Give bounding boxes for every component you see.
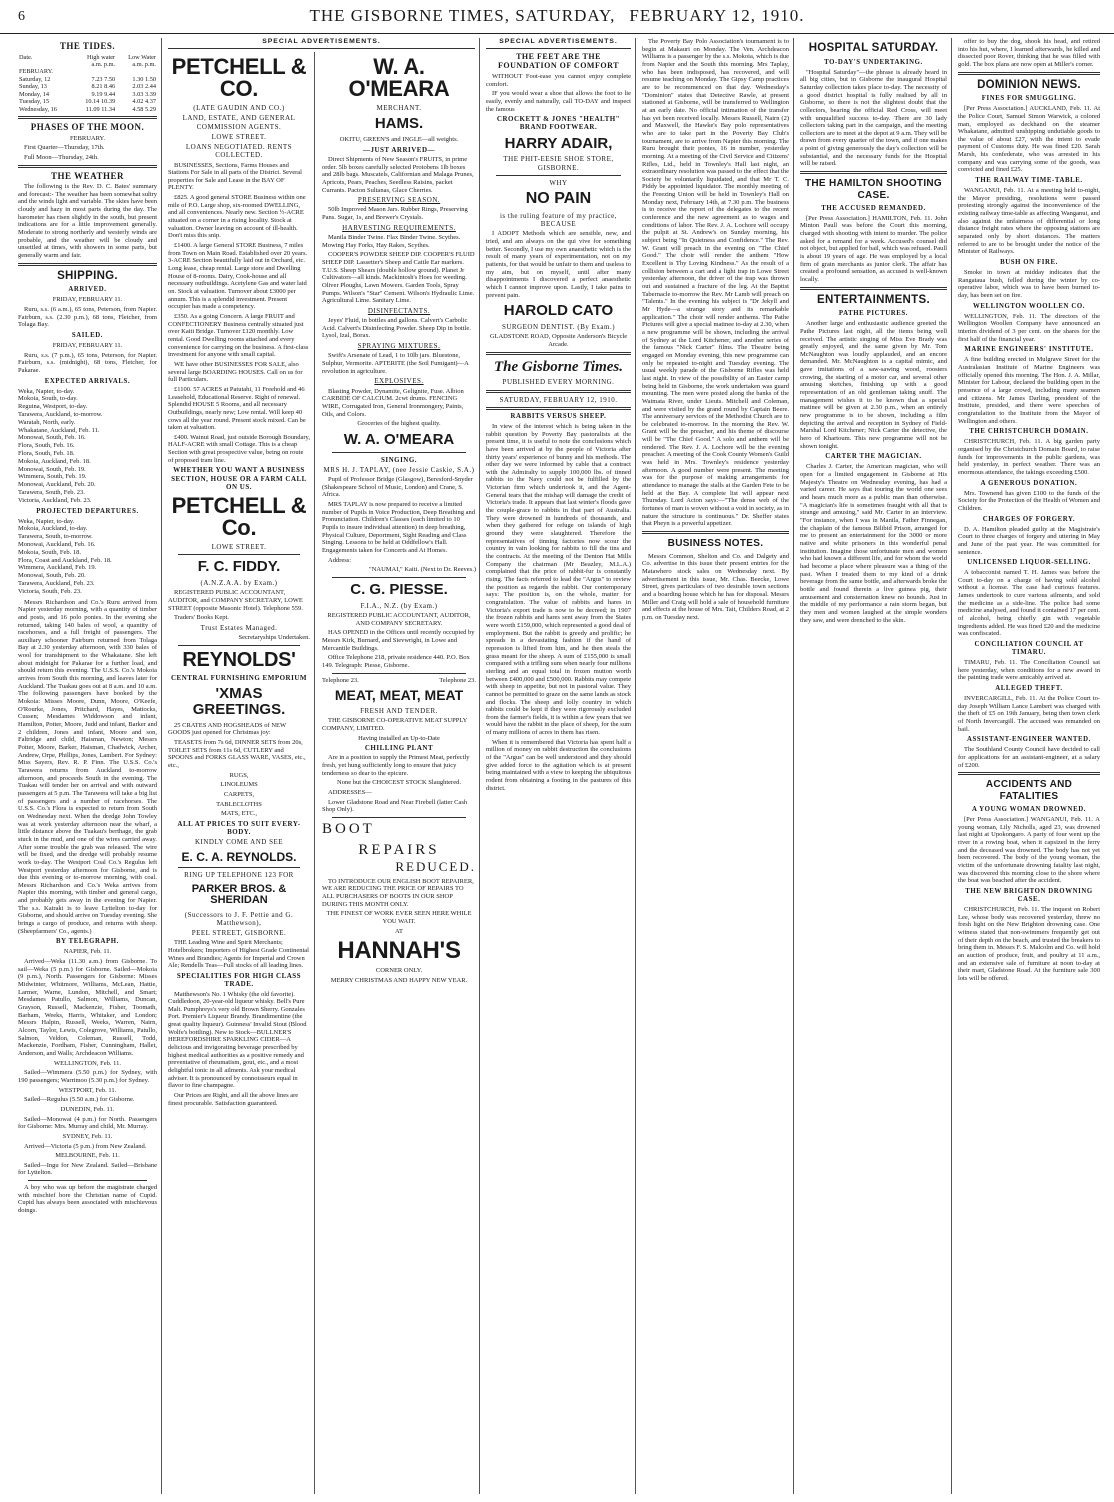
- ad-text: Office Telephone 218, private residence 440. P.O. Box 149. Telegraph: Piesse, Gisborne.: [322, 654, 470, 669]
- dominion-news-heading: DOMINION NEWS.: [977, 78, 1081, 91]
- list-item: Flora, South, Feb. 16.: [18, 442, 75, 450]
- list-item: Reguina, Westport, to-day.: [18, 403, 88, 411]
- shipping-heading: SHIPPING.: [57, 269, 118, 282]
- ad-text: HAS OPENED in the Offices until recently occupied by Messrs Kirk, Burnard, and Sievwright, in Lowe and Mercantile Buildings.: [322, 629, 475, 652]
- dateline: WELLINGTON, Feb. 11.: [54, 1059, 121, 1067]
- dateline: WESTPORT, Feb. 11.: [58, 1086, 117, 1094]
- list-item: Victoria, Auckland, Feb. 23.: [18, 496, 92, 504]
- article-text: [Per Press Association.] AUCKLAND, Feb. 11. At the Police Court, Samuel Simon Warwick, a colored man, employed as deckhand on the steamer Whakatane, admitted unshipping undutiable goods to the value of about £27, with the intent to evade payment of Customs duty. He was fined £20. Sarah Marsh, his confederate, who was arrested in his company and was carrying some of the goods, was convicted and fined £25.: [958, 105, 1100, 174]
- petchell-address-2: LOWE STREET.: [211, 543, 267, 552]
- ad-text: Address:: [328, 556, 352, 564]
- list-item: CARPETS,: [223, 790, 255, 798]
- news-subhead: BUSH ON FIRE.: [1000, 259, 1058, 267]
- article-text: Charles J. Carter, the American magician, who will open for a limited engagement in Gisborne at His Majesty's Theatre on Wednesday evening, has had a varied career. He says that touring the world one sees and hears much more as a public man than otherwise. "A magician's life is sometimes fraught with all that is strange and amusing," said Mr. Carter in an interview. "For instance, when I was in Manila, Father Finnegan, the chaplain of the famous Bilibid Prison, arranged for me to present an entertainment for the 3000 or more native and white prisoners in this wonderful penal institution. Imagine those unfortunate men and women who had known a different life, and for whom the world had become a place where pleasure was a thing of the past. When I treated them to my kind of a drink beverage from the same bottle, and afterwards broke the bottle and found therein a live guinea pig, their amusement and consternation knew no bounds. Just in the middle of my performance a rain storm began, but they men and women laughed at the simple wonders they saw, and were drenched to the skin.: [800, 463, 947, 624]
- ad-subhead: EXPLOSIVES.: [374, 377, 424, 386]
- ad-text: SURGEON DENTIST. (By Exam.): [501, 323, 616, 332]
- ad-text: Swift's Arsenate of Lead, 1 to 10lb jars. Bluestone, Sulphur, Vermorite. APTERITE (the Soil Fumigant)—A revolution in agriculture.: [322, 352, 469, 375]
- article-text: The Poverty Bay Polo Association's tournament is to begin at Makauri on Monday. The Ven. Archdeacon Williams is a passenger by the s.s. Mokoia, which is due from Napier and the South this morning. Mrs Taplay, who has been indisposed, has recovered, and will resume teaching on Monday. The Gipsy Camp practices are to be recommenced on that day. Wednesday's "Dominion" states that Detective Rawle, at present stationed at Gisborne, will be transferred to Wellington at an early date. No official intimation of the transfer has yet been received locally. Messrs Russell, Nairn (2) and Maxwell, the Hawke's Bay polo representatives who are to take part in the Poverty Bay Club's tournament, are to arrive from Napier this morning. The Ruru brought their ponies, 16 in number, yesterday morning. At a meeting of the Civil Service and Citizens' Rifles, Ltd., held in Townley's Hall last night, an extraordinary resolution was passed to the effect that the Society be voluntarily liquidated, and that Mr T. C. Piddy be appointed liquidator. The monthly meeting of the Freezing Union will be held in Townley's Hall on Monday next, February 14th, at 7.30 p.m. The business is to receive the report of the delegates to the recent conference and the new agreement as to wages and conditions of labor. The Rev. J. A. Lochore will occupy the pulpit at St. Andrew's on Sunday morning, his subject being "In Quietness and Confidence." The Rev. W. Grant will preach in the evening on "The Chief Good." The choir will render the anthem "How Excellent is Thy Loving Kindness." As the result of a collision between a cart and a light trap in Lowe Street yesterday afternoon, the driver of the trap was thrown out and sustained a fracture of the leg. At the Baptist Tabernacle to-morrow the Rev. Mr Lamb will preach on "Talents." In the evening his subject is "Dr Jekyll and Mr Hyde—a strange story and its remarkable application." The choir will render anthems. The Pathe Pictures will give a special matinee to-day at 2.30, when a new programme will be shown, including the arrival of Sydney at the Lord Kitchener, and another series of the famous "Nick Carter" films. The Theatre being engaged on Monday evening, this new programme can only be repeated to-night and Tuesday evening. The usual weekly parade of the Gisborne Rifles was held last night. In view of the possibility of an Easter camp being held in Gisborne, the work undertaken was guard mounting. The men were posted along the banks of the Waimata River, under Lieuts. Mitchell and Coleman, and were visited by the grand round by Captain Beere. The anniversary services of the Methodist Church are to be celebrated to-morrow. In the morning the Rev. W. Grant will be the preacher, and his theme of discourse will be "The Chief Good." A solo and anthem will be rendered. The Rev. J. A. Lochore will be the evening preacher. A meeting of the Cook County Women's Guild was held in Mrs. Townley's residence yesterday afternoon. A good number were present. The meeting was for the purpose of making arrangements for attendance to manage the stalls at the Garden Fete to be held at the Bay. A complete list will appear next Thursday. Lord Acton says:—"The dense web of the fortunes of man is woven without a void in society, as in nature the structure is continuous." Dr. Sheffer states that Pheyn is a powerful appetizer.: [642, 38, 789, 528]
- column-editorial: [482, 38, 636, 1494]
- list-item: Weka, Napier, to-day.: [18, 517, 75, 525]
- article-text: CHRISTCHURCH, Feb. 11. A big garden party organised by the Christchurch Domain Board, to raise funds for improvements in the public gardens, was held yesterday, in perfect weather. There was an enormous attendance, the takings exceeding £500.: [958, 438, 1100, 476]
- harold-cato-heading: HAROLD CATO: [503, 302, 614, 320]
- telephone-label: Telephone 23.: [322, 676, 359, 684]
- table-row: Sunday, 13 8.21 8.46 2.03 2.44: [19, 83, 156, 91]
- ad-text: ADDRESSES—: [328, 789, 372, 797]
- ad-text: CORNER ONLY.: [375, 967, 423, 975]
- news-subhead: A GENEROUS DONATION.: [980, 479, 1078, 487]
- page-number: 6: [18, 9, 25, 24]
- news-subhead: THE NEW BRIGHTON DROWNING CASE.: [965, 887, 1093, 903]
- napier-text: Arrived—Weka (11.30 a.m.) from Gisborne. To sail—Weka (5 p.m.) for Gisborne. Sailed—Mokoia (9 p.m.), North. Passengers for Gisborne: Misses Midwinter, Whitmore, Williams, McLean, Hattie, Larmer, Warne, Lundon, Mitchell, and Smart; Mesdames Patullo, Salmon, Williams, Duncan, Grayson, Russell, Mackenzie, Fisher, Toomath, Barham, Weeks, Harris, Whitaker, and London; Messrs Halpin, Russell, Weeks, Warren, Nairn, Alcorn, Taylor, Lewis, Colegrove, Williams, Patullo, Salmon, Veldon, Coleman, Russell, Todd, Mackenzie, Fordham, Fisher, Cunningham, Hallet, Anderson, and Walls; Archdeacon Williams.: [18, 958, 157, 1057]
- ad-subhead: HARVESTING REQUIREMENTS.: [342, 223, 456, 232]
- list-item: Victoria, South, Feb. 23.: [18, 587, 82, 595]
- ad-subhead: SPRAYING MIXTURES.: [357, 342, 441, 351]
- list-item: Mokoia, Auckland, Feb. 18.: [18, 457, 91, 465]
- news-subhead: ASSISTANT-ENGINEER WANTED.: [967, 736, 1091, 744]
- list-item: Monowai, South, Feb. 16.: [18, 434, 86, 442]
- list-item: Monowai, South, Feb. 20.: [18, 572, 86, 580]
- list-item: Mokoia, South, to-day.: [18, 395, 78, 403]
- list-item: TABLECLOTHS: [216, 800, 262, 808]
- moon-line: Full Moon—Thursday, 24th.: [24, 153, 99, 161]
- ad-subhead: CHILLING PLANT: [364, 744, 434, 753]
- eca-reynolds-heading: E. C. A. REYNOLDS.: [181, 849, 297, 864]
- ad-text: None but the CHOICEST STOCK Slaughtered.: [337, 779, 461, 787]
- ad-text: Direct Shipments of New Season's FRUITS, in prime order. 5lb boxes carefully selected Protobens 1lb boxes and 28lb bags. Muscatels, Californian and Malaga Prunes, Apricots, Pears, Peaches, Seedless Raisins, packet Currants. Pacton Sultanas, Glace Cherries.: [322, 155, 474, 194]
- sydney-text: Arrived—Victoria (5 p.m.) from New Zealand.: [24, 1142, 147, 1150]
- ad-text: is the ruling feature of my practice, BECAUSE: [499, 211, 618, 229]
- article-text: In view of the interest which is being taken in the rabbit question by Poverty Bay pastoralists at the present time, it is useful to note the conclusions which have been arrived at by the people of Victoria after thirty years' experience of bunny and his methods. The other day we were informed by cable that a contract with the Admiralty to supply 100,000 lbs. of tinned rabbits to the Navy could not be fulfilled by the Victorian firm which undertook it, and the Agent-General tears that the mishap will damage the credit of Victoria's trade. It appears that last winter's floods gave the couple-grace to rabbits in that part of Australia. They were drowned in hundreds of thousands, and when they gathered for refuge on islands of high ground they were slaughtered. Therefore the representatives of tinning factories now scour the country in vain looking for rabbits to fill the tins and the contracts. At the meeting of the Denton Hat Mills Company the chairman (Mr Beazley, M.L.A.) complained that the price of rabbit-fur is constantly rising. The facts referred to lead the "Argus" to review the position as regards the rabbit. Our contemporary says: The position is, on the whole, matter for congratulation. The value of rabbits and hares in Victoria's export trade is now to be decreed; in 1907 the frozen rabbits and hares sent away from the States were worth £159,000, which represented a good deal of employment. But the rabbit is greedy and prolific; he spreads in a devastating fashion if the hand of repression is lifted from him, and he then steals the grass meant for the sheep. A sum of £155,000 is small compared with a trifling sum when nearly four millions sterling and an equal total in frozen mutton worth between £400,000 and £500,000. Rabbits may compete with sheep in appetite, but not in pastoral value. They cannot be permitted to graze on the same lands as stock and flocks. The sheep and lolly country in which rabbits could be kept if they were rigorously excluded from the farmer's fields, it is within a few years that we would have the rabbit in the place of sheep, for the sum of many millions of acres in them has risen.: [486, 422, 631, 737]
- sailed-heading: SAILED.: [71, 331, 104, 339]
- article-text: Smoke in town at midday indicates that the Rangataua bush, felled during the winter by co-operative labor, which was to have been burned to-day, has been set on fire.: [958, 269, 1100, 300]
- ad-subhead: DISINFECTANTS.: [367, 306, 431, 315]
- news-subhead: UNLICENSED LIQUOR-SELLING.: [967, 559, 1091, 567]
- melbourne-text: Sailed—Ingu for New Zealand. Sailed—Brisbane for Lyttelton.: [18, 1161, 157, 1177]
- article-text: INVERCARGILL, Feb. 11. At the Police Court to-day Joseph William Lance Lambert was charged with the theft of £5 on 19th January, being then town clerk of North Invercargill. The accused was remanded on bail.: [958, 695, 1100, 733]
- petchell-address: LOWE STREET.: [211, 132, 267, 141]
- petchell-loans: LOANS NEGOTIATED. RENTS COLLECTED.: [185, 143, 293, 160]
- hospital-heading: HOSPITAL SATURDAY.: [808, 42, 939, 54]
- tides-sub-low: a.m. p.m.: [132, 61, 156, 69]
- article-text: CHRISTCHURCH, Feb. 11. The inquest on Robert Lee, whose body was recovered yesterday, threw no fresh light on the New Brighton drowning case. One witness stated that non-swimmers frequently get out of their depth on the beach, and trusted the breakers to bring them in. Messrs F. S. Malcolm and Co. will hold an auction of produce, fruit, and poultry at 11 a.m., and an extensive sale of furniture at noon to-day at their mart, Gladstone Road. At the furniture sale 300 lots will be offered.: [958, 905, 1100, 982]
- article-text: A fine building erected in Mulgrave Street for the Australasian Institute of Marine Engineers was officially opened this morning. The Hon. J. A. Millar, Minister for Labour, declared the building open in the presence of a large crowd, including many seamen and citizens. Mr James Darling, president of the Institute, presided, and there were speeches of congratulation to the Institute from the Mayor of Wellington and others.: [958, 356, 1100, 425]
- list-item: LINOLEUMS: [220, 781, 258, 789]
- article-text: A tobacconist named T. H. James was before the Court to-day on a charge of having sold alcohol without a license. The case had curious features. James undertook to cure various ailments, and sold the medicine as a side-line. The police had some medicine analysed, and found it contained 17 per cent. of alcohol, being chiefly gin with vegetable ingredients added. He was fined £20 and the medicine was confiscated.: [958, 569, 1100, 638]
- ad-text: COOPER'S POWDER SHEEP DIP. COOPER'S FLUID SHEEP DIP. Lassetter's Sheep and Cattle Ear markers. T.U.S. Sheep Shears (double hollow ground). Planet Jr Cultivators—all kinds. Mackintosh's Hoes for weeding. Oliver Ploughs, Lawn Mowers. Garden Tools, Spray Pumps. Wilson's "Star" Cement. Wilson's Hydraulic Lime. Agricultural Lime. Sanitary Lime.: [322, 251, 475, 305]
- wellington-text: Sailed—Wimmera (5.50 p.m.) for Sydney, with 190 passengers; Warrimoo (5.30 p.m.) for Sydney.: [18, 1069, 157, 1084]
- ad-subhead: —JUST ARRIVED—: [362, 145, 436, 154]
- fiddy-heading: F. C. FIDDY.: [197, 558, 281, 576]
- petchell-heading-2: PETCHELL & Co.: [171, 493, 307, 541]
- westport-text: Sailed—Regulus (5.50 a.m.) for Gisborne.: [24, 1096, 135, 1104]
- ad-text: I ADOPT Methods which are sensible, new, and tried, and am always on the qui vive for something better. Secondly, I use my own anaesthetic which is the result of many years of experimentation, not on my patients, for that would be unfair to them and useless to my aim, but on myself, until after many disappointments I discovered a perfect anaesthetic which I cannot improve upon. Lastly, I take pains to prevent pain.: [486, 230, 631, 299]
- ad-text: RING UP TELEPHONE 123 FOR: [184, 871, 294, 880]
- ad-text: Our Prices are Right, and all the above lines are finest procurable. Satisfaction guaranteed.: [168, 1092, 299, 1107]
- list-item: Flora, South, Feb. 18.: [18, 449, 75, 457]
- ad-text: £400. Wainui Road, just outside Borough Boundary, HALF-ACRE with small Cottage. This is a cheap Section with great prospective value, being on route of proposed tram line.: [168, 433, 310, 464]
- news-subhead: THE RAILWAY TIME-TABLE.: [975, 177, 1083, 185]
- telephone-label: Telephone 23.: [439, 676, 476, 684]
- hospital-sub: TO-DAY'S UNDERTAKING.: [824, 58, 923, 66]
- column-dominion-news: [954, 38, 1104, 1494]
- news-subhead: MARINE ENGINEERS' INSTITUTE.: [964, 346, 1094, 354]
- article-text: D. A. Hamilton pleaded guilty at the Magistrate's Court to three charges of forgery and uttering in May and June of the past year. He was committed for sentence.: [958, 525, 1100, 556]
- list-item: Wimmera, Auckland, Feb. 19.: [18, 564, 97, 572]
- shipping-text: Messrs Richardson and Co.'s Ruru arrived from Napier yesterday morning, with a quantity of timber and posts, and 16 polo ponies. In the evening she returned, taking 140 bales of wool, a quantity of racehorses, and a full freight of passengers. The auxiliary schooner Fairburn returned from Tolaga Bay at 2.30 yesterday afternoon, with 330 bales of wool for transhipment to the Whakatane. She left about midnight for Pakarae for a further load, and should return this evening. The U.S.S. Co.'s Mokoia arrives from South this morning, and leaves later for Auckland. The Tuakau goes out at 8 a.m. and 10 a.m. The following passengers have booked by the Mokoia: Misses Moore, Dunn, Moore, O'Keefe, O'Rourke, Jones, Pritchard, Hayes, Mattocks, Cussen; Mesdames Widdowson and infant, Hamilton, Potter, Moore, Judd and infant, Barker and 2 children, Jones and infant, Moore and son, Faltridge and child, Haisman, Newton; Messrs Potter, Moore, Barker, Haisman, Chadwick, Archer, Andrew, Orpe, Phillips, Jones, Lambert. For Sydney: Miss Sayers, Rev. R. P. Finn. The U.S.S. Co.'s Tarawera returns from Auckland to-morrow afternoon, and proceeds South in the evening. The Tuakau will tender her on arrival and with outward passengers at 5 p.m. The Tarawera will take a big list of passengers and a number of racehorses. The U.S.S. Co.'s Flora is expected to return from South on Wednesday next. When the dredge John Towley was at work yesterday afternoon near the wharf, a little distance above the Tuakau's berthage, the grab stuck in the mud, and one of the wires carried away. After some trouble the grab was released. The wire will be fixed, and the dredge will probably resume work to-day. The Westport Coal Co.'s Regulus left Westport yesterday afternoon for Gisborne, and is due this evening or to-morrow morning, with coal. Messrs Richardson and Co.'s Weka arrives from Napier this morning, with timber and general cargo, and probably gets away in the evening for Napier. The s.s. Kairaki is to leave Lyttelton to-day for Gisborne, and should arrive on Tuesday evening. She brings a cargo of produce, and returns with sheep. (Sheepfarmers' Co., agents.): [18, 598, 157, 935]
- ad-text: £350. As a going Concern. A large FRUIT and CONFECTIONERY Business centrally situated just over Kaiti Bridge. Turnover £120 monthly. Low rental. Good Dwelling rooms attached and every convenience for carrying on the business. A first-class investment for anyone with small capital.: [168, 312, 309, 359]
- editorial-dateline: SATURDAY, FEBRUARY 12, 1910.: [499, 395, 618, 404]
- ad-text: IF you would wear a shoe that allows the foot to lie easily, evenly and naturally, call TO-DAY and inspect the famous: [486, 90, 631, 113]
- parker-sub: (Successors to J. F. Pettie and G. Matthewson),: [184, 910, 294, 927]
- list-item: Tarawera, Auckland, to-morrow.: [18, 410, 103, 418]
- sailed-text: Ruru, s.s. (7 p.m.), 65 tons, Peterson, for Napier. Fairburn, s.s. (midnight), 68 tons, Fletcher, for Pakarae.: [18, 351, 157, 374]
- ad-text: ALL AT PRICES TO SUIT EVERY-BODY.: [177, 819, 301, 837]
- fiddy-line: Traders' Books Kept.: [174, 614, 229, 622]
- petchell-callout: WHETHER YOU WANT A BUSINESS SECTION, HOUSE OR A FARM CALL ON US.: [171, 466, 307, 491]
- ad-text: THE PHIT-EESIE SHOE STORE, GISBORNE.: [503, 155, 614, 172]
- accidents-heading: ACCIDENTS AND FATALITIES: [985, 779, 1073, 803]
- list-item: Mokoia, South, Feb. 18.: [18, 548, 82, 556]
- harry-adair-heading: HARRY ADAIR,: [504, 134, 613, 152]
- ad-text: Jeyes' Fluid, in bottles and gallons. Calvert's Carbolic Acid. Calvert's Disinfecting Powder. Sheep Dip in bottle. Lysol, Izal, Borax.: [322, 317, 471, 340]
- omeara-heading-2: W. A. O'MEARA: [343, 430, 455, 448]
- fiddy-line: Trust Estates Managed.: [200, 624, 278, 633]
- ad-text: 25 CRATES AND HOGSHEADS of NEW GOODS just opened for Christmas joy:: [168, 721, 287, 737]
- ad-text: £825. A good general STORE Business within one mile of P.O. Large shop, six-roomed DWELLING, and all conveniences. Nearly new. Section ½-ACRE situated on a corner in a rising locality. Stock at valuation. Owner leaving on account of ill-health. Don't miss this snip.: [168, 194, 306, 240]
- rabbits-heading: RABBITS VERSUS SHEEP.: [510, 412, 607, 420]
- projected-list: [18, 518, 157, 596]
- moon-line: First Quarter—Thursday, 17th.: [24, 144, 105, 152]
- issue-date: FEBRUARY 12, 1910.: [629, 6, 805, 26]
- ad-text: MRS TAPLAY is now prepared to receive a limited number of Pupils in Voice Production, Deep Breathing and Pronunciation. Children's Classes (each limited to 10 Pupils to insure individual attention) in deep breathing, Physical Culture, Deportment, Sight Reading and Class Singing. Lessons to be held at Oddfellow's Hall. Engagements taken for Concerts and At Homes.: [322, 501, 476, 555]
- arrived-date: FRIDAY, FEBRUARY 11.: [52, 296, 123, 304]
- omeara-heading: W. A. O'MEARA: [348, 54, 450, 101]
- parker-heading: PARKER BROS. & SHERIDAN: [191, 882, 287, 907]
- ad-text: THE Leading Wine and Spirit Merchants; Hotelbrokers; Importers of Highest Grade Continental Wines and Brandies; Agents for Imperial and Crown Ale; Rendells Teas—Full stocks of all leading lines.: [168, 939, 309, 970]
- piesse-sub: F.I.A., N.Z. (by Exam.): [360, 601, 438, 610]
- column-local-news: [638, 38, 794, 1494]
- ad-text: WHY: [549, 178, 568, 187]
- ad-text: "NAUMAI," Kaiti. (Next to Dr. Reeves.): [369, 566, 476, 574]
- arrived-heading: ARRIVED.: [68, 286, 107, 294]
- ad-text: £1100. 57 ACRES at Patutahi, 11 Freehold and 46 Leasehold, Educational Reserve. Right of renewal. Splendid HOUSE 5 Rooms, and all necessary Outbuildings, nearly new; Low rental. Will keep 40 cows all the year round. Present stock mixed. Can be taken at valuation.: [168, 385, 306, 432]
- list-item: Waratah, North, early.: [18, 418, 76, 426]
- news-subhead: THE CHRISTCHURCH DOMAIN.: [969, 428, 1089, 436]
- fiddy-line: Secretaryships Undertaken.: [238, 634, 310, 642]
- feet-heading: THE FEET ARE THE FOUNDATION OF COMFORT: [498, 52, 619, 71]
- ad-text: TO INTRODUCE OUR ENGLISH BOOT REPAIRER, WE ARE REDUCING THE PRICE OF REPAIRS TO ALL PURCHASERS OF BOOTS IN OUR SHOP DURING THIS MONTH ONLY.: [322, 877, 474, 908]
- list-item: Whakatane, Auckland, Feb. 11.: [18, 426, 100, 434]
- table-row: Tuesday, 15 10.14 10.39 4.02 4.37: [19, 98, 156, 106]
- ad-subhead: CROCKETT & JONES "HEALTH" BRAND FOOTWEAR.: [496, 115, 621, 132]
- expected-list: [18, 388, 157, 505]
- article-text: WANGANUI, Feb. 11. At a meeting held to-night, the Mayor presiding, resolutions were passed protesting strongly against the inconvenience of the existing railway time-table as affecting Wanganui, and also against the unfairness of differential or long distance freight rates where the opposing stations are separated only by short distances. The matters referred to are to be brought under the notice of the Minister of Railways.: [958, 187, 1100, 256]
- dateline: NAPIER, Feb. 11.: [63, 948, 112, 956]
- fiddy-text: REGISTERED PUBLIC ACCOUNTANT, AUDITOR, and COMPANY SECRETARY, LOWE STREET (opposite Masonic Hotel). Telephone 559.: [168, 589, 303, 612]
- tides-col-date: Date.: [19, 53, 33, 61]
- moon-month: FEBRUARY.: [69, 134, 106, 142]
- tides-sub-high: a.m. p.m.: [91, 61, 116, 69]
- list-item: Weka, Napier, to-day.: [18, 387, 75, 395]
- repairs-heading: REPAIRS: [358, 841, 440, 858]
- news-subhead: WELLINGTON WOOLLEN CO.: [972, 302, 1086, 310]
- ad-text: WITHOUT Foot-ease you cannot enjoy complete comfort.: [486, 72, 631, 88]
- ad-text: Pupil of Professor Bridge (Glasgow), Beresford-Snyder (Shakespeare School of Music, London) and Crane, S. Africa.: [322, 476, 473, 499]
- published-line: PUBLISHED EVERY MORNING.: [502, 378, 615, 387]
- news-subhead: CHARGES OF FORGERY.: [982, 515, 1076, 523]
- news-subhead: FINES FOR SMUGGLING.: [981, 95, 1077, 103]
- table-row: Saturday, 12 7.23 7.50 1.30 1.50: [19, 75, 156, 83]
- hams-heading: HAMS.: [374, 115, 424, 133]
- table-row: Wednesday, 16 11.09 11.34 4.58 5.29: [19, 105, 156, 113]
- hamilton-sub: THE ACCUSED REMANDED.: [821, 204, 926, 212]
- ads-left: [168, 52, 315, 1494]
- petchell-sub: (LATE GAUDIN AND CO.): [193, 104, 285, 112]
- article-text: "Hospital Saturday"—the phrase is already heard in all big cities, but in Gisborne the inaugural Hospital Saturday collection takes place to-day. The necessity of a good district hospital is fully realised by all in Gisborne, so there is not the slightest doubt that the collectors, bearing the official Red Cross, will meet with unqualified success to-day. There are 30 lady collectors taking part in the campaign, and the meeting collectors are to meet at the depot at 9 a.m. They will be drawn from every quarter of the town, and if one makes a point of giving generously the day's collection will be substantial, and the necessary funds for the Hospital will be raised.: [800, 68, 947, 168]
- sailed-date: FRIDAY, FEBRUARY 11.: [52, 341, 123, 349]
- list-item: Monowai, Auckland, Feb. 20.: [18, 481, 96, 489]
- cupid-text: A boy who was up before the magistrate charged with mischief bore the Christian name of Cupid. Cupid has always been associated with mischievous doings.: [18, 1184, 157, 1215]
- projected-heading: PROJECTED DEPARTURES.: [36, 507, 139, 515]
- article-text: When it is remembered that Victoria has spent half a million of money on rabbit destruction the conclusions of the "Argus" can be well understood and they should give added force to the agitation which is at present being maintained with a view to keeping the ubiquitous rodent from obtaining a footing in the pastures of this district.: [486, 738, 631, 792]
- telegraph-heading: BY TELEGRAPH.: [56, 938, 119, 946]
- expected-heading: EXPECTED ARRIVALS.: [44, 377, 131, 385]
- newspaper-title: THE GISBORNE TIMES, SATURDAY,: [309, 6, 616, 26]
- ad-text: Blasting Powder, Dynamite, Gelignite, Fuse. Albion CARBIDE OF CALCIUM. 2cwt drums. FENCING WIRE, Corrugated Iron, General Ironmongery, Paints, Oils, and Colors.: [322, 387, 464, 418]
- list-item: Monowai, South, Feb. 19.: [18, 465, 86, 473]
- petchell-line: LAND, ESTATE, AND GENERAL COMMISSION AGENTS.: [182, 114, 296, 131]
- article-text: TIMARU, Feb. 11. The Conciliation Council sat here yesterday, when conditions for a new award in the painting trade were amicably arrived at.: [958, 659, 1100, 682]
- ad-text: SPECIALITIES FOR HIGH CLASS TRADE.: [176, 972, 302, 989]
- list-item: Tarawera, Auckland, Feb. 23.: [18, 579, 95, 587]
- news-subhead: CONCILIATION COUNCIL AT TIMARU.: [974, 641, 1084, 657]
- article-text: Mrs. Townend has given £100 to the funds of the Society for the Protection of the Health of Women and Children.: [958, 489, 1100, 512]
- gisborne-times-nameplate: The Gisborne Times.: [493, 358, 624, 375]
- news-subhead: A YOUNG WOMAN DROWNED.: [971, 805, 1087, 813]
- reduced-heading: REDUCED.: [395, 859, 476, 875]
- dateline: MELBOURNE, Feb. 11.: [55, 1152, 120, 1160]
- news-subhead: ALLEGED THEFT.: [995, 685, 1063, 693]
- ad-text: 50lb Improved Mason Jars. Rubber Rings, Preserving Pans. Sugar, 1s, and Brewer's Crystals.: [322, 206, 468, 222]
- entertainments-heading: ENTERTAINMENTS.: [817, 293, 930, 306]
- ad-text: THE FINEST OF WORK EVER SEEN HERE WHILE YOU WAIT.: [326, 910, 472, 925]
- ads-right: [318, 52, 476, 1494]
- xmas-heading: 'XMAS GREETINGS.: [192, 685, 286, 718]
- article-text: Another large and enthusiastic audience greeted the Pathe Pictures last night, all the items being well received. The artistic singing of Miss Eve Brady was greatly enjoyed, and the same given by Mr. Tom McNaughton was loudly applauded, and an encore demanded. Mr. McNaughton is a capital mimic, and gave imitations of a saw-sawing wood, roosters crowing, the starting of a motor car, and several other amusing sketches, finishing up with a good representation of an old gentleman taking snuff. The management wishes it to be known that a special matinee will be given at 2.30 p.m., when an entirely new programme is to be shown, including a film depicting the arrival and reception in Sydney of Field-Marshal Lord Kitchener; Nick Carter the detective, the hero of Khartoum. This new programme will not be shown tonight.: [800, 320, 947, 450]
- no-pain-heading: NO PAIN: [525, 190, 592, 208]
- ads-heading: SPECIAL ADVERTISEMENTS.: [486, 38, 631, 49]
- ad-text: £1400. A large General STORE Business, 7 miles from Town on Main Road. Established over 20 years. 3-ACRE Section beautifully laid out in Orchard, etc. Long lease, cheap rental. Large store and Dwelling House of 8-rooms. Dairy, Cook-house and all necessary outbuildings. Acetylene Gas and water laid on. Stock at valuation. Turnover about £3000 per annum. This is a splendid investment. Present occupier has made a competency.: [168, 242, 308, 311]
- moon-heading: PHASES OF THE MOON.: [30, 121, 145, 132]
- business-notes-heading: BUSINESS NOTES.: [667, 538, 764, 549]
- ad-text: THE GISBORNE CO-OPERATIVE MEAT SUPPLY COMPANY, LIMITED.: [322, 717, 468, 732]
- fiddy-sub: (A.N.Z.A.A. by Exam.): [200, 579, 278, 588]
- ad-text: Groceries of the highest quality.: [357, 420, 441, 428]
- article-text: The Southland County Council have decided to call for applications for an assistant-engineer, at a salary of £200.: [958, 746, 1100, 769]
- parker-address: PEEL STREET, GISBORNE.: [191, 929, 287, 938]
- table-row: Monday, 14 9.19 9.44 3.03 3.39: [19, 90, 156, 98]
- weather-text: The following is the Rev. D. C. Bates' summary and forecast:- The weather has been somewhat sultry and the winds light and variable. The skies have been cloudy and hazy in most parts during the day. The barometer has risen slightly in the south, but present indications are for a little improvement generally. Moderate to strong northerly and westerly winds are probable, and the weather will be cloudy and unsettled at times, with showers in some parts, but generally warm and fair.: [18, 183, 157, 260]
- article-text: [Per Press Association.] WANGANUI, Feb. 11. A young woman, Lily Nicholls, aged 23, was drowned last night at Upokongaro. A party of four went up the river in a rowing boat, when it capsized in the ferry and the deceased was drowned. The body has not yet been recovered. The body of the young woman, the victim of the unfortunate drowning fatality last night, was discovered this morning close to the shore where the boat was beached after the accident.: [958, 815, 1100, 885]
- ad-text: GLADSTONE ROAD, Opposite Anderson's Bicycle Arcade.: [489, 333, 628, 349]
- dateline: SYDNEY, Feb. 11.: [62, 1132, 113, 1140]
- table-row: FEBRUARY.: [19, 68, 54, 76]
- article-text: [Per Press Association.] HAMILTON, Feb. 11. John Minton Paull was before the Court this morning, charged with shooting with intent to murder. The police asked for a remand for a week. Accused's counsel did not object, but applied for bail, which was refused. Paull is about 19 years of age. He was employed by a local firm of grain merchants as junior clerk. The affair has created a profound sensation, as accused is well-known locally.: [800, 214, 947, 283]
- ad-subhead: SINGING.: [380, 455, 418, 464]
- ad-text: TEASETS from 7s 6d, DINNER SETS from 20s, TOILET SETS from 11s 6d, CUTLERY and SPOONS and FORKS GLASS WARE, VASES, etc., etc.,: [168, 739, 306, 769]
- list-item: Flora, Coast and Auckland, Feb. 18.: [18, 556, 112, 564]
- hamilton-heading: THE HAMILTON SHOOTING CASE.: [804, 178, 943, 201]
- tides-table: [18, 54, 157, 113]
- masthead: [0, 0, 1114, 34]
- ad-text: Lower Gladstone Road and Near Firebell (latter Cash Shop Only).: [322, 798, 468, 814]
- arrived-text: Ruru, s.s. (6 a.m.), 65 tons, Peterson, from Napier. Fairburn, s.s. (2.30 p.m.), 68 tons, Fletcher, from Tolaga Bay.: [18, 305, 157, 329]
- ad-text: Matthewson's No. 1 Whisky (the old favorite). Cuddledoon, 20-year-old liqueur whisky. Bell's Pure Malt. Pumphreys's very old Brown Sherry. Gonzales Port. Premier's Liqueur Brandy. Brandimentine (the great quality liqueur). Guinness' Invalid Stout (Blood Wolfe's bottling). New to Stock—BULLNER'S HEREFORDSHIRE SPARKLING CIDER—A delicious and invigorating beverage prescribed by highest medical authorities as a positive remedy and preventative of rheumatism, gout, etc., and a most delightful tonic in all ailments. Ask your medical adviser. It is pronounced by connoisseurs equal in flavor to fine champagne.: [168, 990, 307, 1090]
- column-features: [796, 38, 952, 1494]
- list-item: MATS, ETC.,: [220, 810, 258, 818]
- ad-text: OKITU, GREEN'S and INGLE—all weights.: [339, 136, 459, 143]
- tapley-name: MRS H. J. TAPLAY, (nee Jessie Caskie, S.A.): [323, 465, 475, 474]
- list-item: Wimmera, South, Feb. 19.: [18, 473, 87, 481]
- reynolds-heading: REYNOLDS': [182, 648, 296, 671]
- ad-text: AT: [395, 927, 403, 935]
- article-text: WELLINGTON, Feb. 11. The directors of the Wellington Woollen Company have announced an interim dividend of 3 per cent. on the shares for the first half of the financial year.: [958, 312, 1100, 343]
- ad-text: Manila Binder Twine. Flax Binder Twine. Scythes. Mowing Hay Forks, Hay Rakes, Scythes.: [322, 234, 461, 249]
- list-item: Monowai, Auckland, Feb. 16.: [18, 540, 96, 548]
- tides-col-low: Low Water: [128, 53, 156, 61]
- dateline: DUNEDIN, Feb. 11.: [60, 1105, 115, 1113]
- omeara-sub: MERCHANT.: [376, 104, 422, 112]
- tides-col-high: High water: [86, 53, 116, 61]
- list-item: RUGS,: [229, 771, 249, 779]
- piesse-heading: C. G. PIESSE.: [350, 581, 448, 598]
- ad-text: KINDLY COME AND SEE: [194, 838, 284, 847]
- list-item: Mokoia, Auckland, to-day.: [18, 525, 88, 533]
- carter-heading: CARTER THE MAGICIAN.: [825, 453, 922, 461]
- meat-heading: MEAT, MEAT, MEAT: [334, 687, 464, 704]
- ad-text: REGISTERED PUBLIC ACCOUNTANT, AUDITOR, AND COMPANY SECRETARY.: [327, 612, 471, 627]
- ad-text: WE have other BUSINESSES FOR SALE, also several large BOARDING HOUSES. Call on us for full Particulars.: [168, 360, 303, 384]
- ad-text: MERRY CHRISTMAS AND HAPPY NEW YEAR.: [330, 976, 468, 984]
- list-item: Tarawera, South, to-morrow.: [18, 533, 93, 541]
- hannahs-heading: HANNAH'S: [337, 937, 461, 965]
- ad-text: Are in a position to supply the Primest Meat, perfectly fresh, yet hung sufficiently long to ensure that juicy tenderness so dear to the epicure.: [322, 754, 470, 777]
- ads-heading: SPECIAL ADVERTISEMENTS.: [168, 38, 475, 49]
- article-text: offer to buy the dog, shook his head, and retired into his hut, where, I learned afterwards, he killed and dissected poor Rover, thinking that he was filled with gold. The box plans are now open at Miller's corner.: [958, 38, 1100, 68]
- article-text: Messrs Common, Shelton and Co. and Dalgety and Co. advertise in this issue their present entries for the Matawhero stock sales on Wednesday next. By advertisement in this issue, Mr. Chas. Beecke, Lowe Street, gives particulars of two desirable town sections and a boarding house which he has for disposal. Messrs Miller and Craig will hold a sale of household furniture and effects at the house of Mrs. Tait, Childers Road, at 2 p.m. on Tuesday next.: [642, 552, 789, 622]
- boot-heading: BOOT: [322, 821, 375, 837]
- tides-heading: THE TIDES.: [59, 41, 116, 51]
- dunedin-text: Sailed—Monowai (4 p.m.) for North. Passengers for Gisborne: Mrs. Murray and child, Mr. Murray.: [18, 1115, 157, 1131]
- petchell-heading: PETCHELL & CO.: [171, 54, 307, 101]
- column-shipping: [14, 38, 162, 1494]
- ad-text: Having installed an Up-to-Date: [358, 734, 440, 742]
- pathe-heading: PATHE PICTURES.: [838, 310, 909, 318]
- ad-subhead: PRESERVING SEASON.: [357, 196, 441, 205]
- ad-subhead: FRESH AND TENDER.: [360, 706, 438, 715]
- reynolds-sub: CENTRAL FURNISHING EMPORIUM: [170, 673, 307, 682]
- weather-heading: THE WEATHER: [51, 170, 124, 181]
- ad-text: BUSINESSES, Sections, Farms Houses and Stations For Sale in all parts of the District. Several properties for Sale and Lease in the BAY OF PLENTY.: [168, 161, 302, 192]
- list-item: Tarawera, South, Feb. 23.: [18, 488, 85, 496]
